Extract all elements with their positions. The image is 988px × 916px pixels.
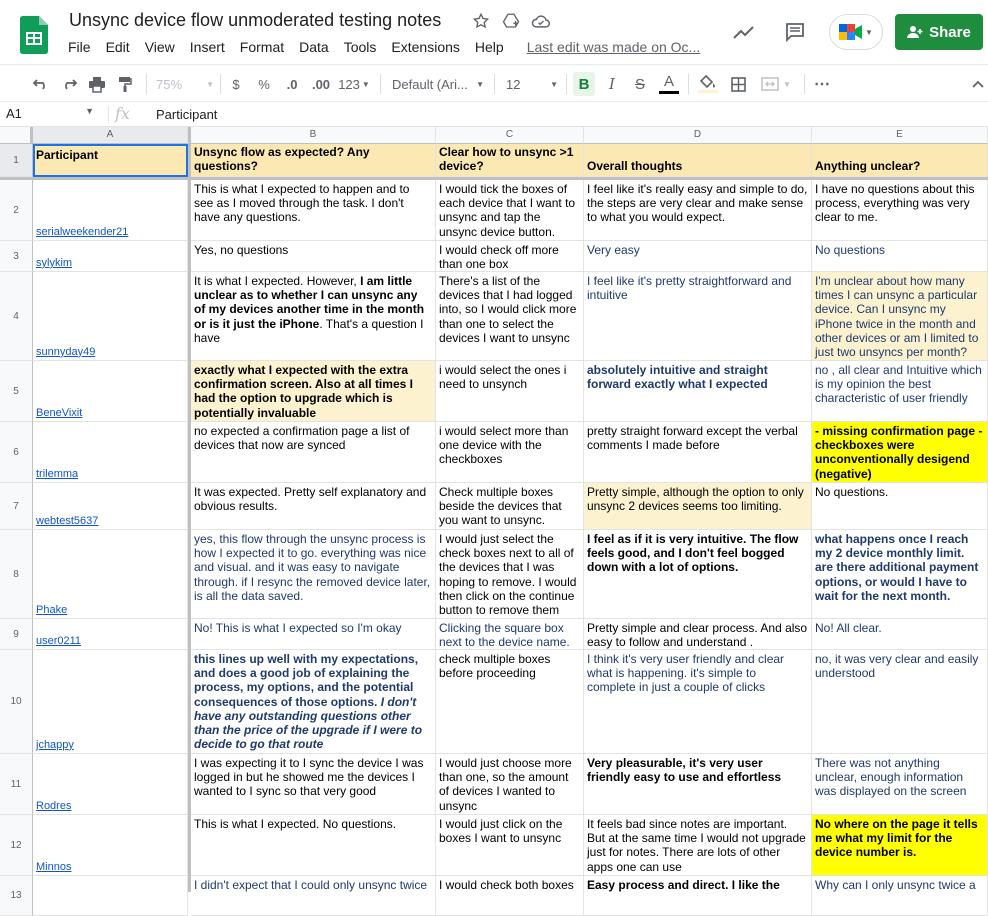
table-cell[interactable]: no expected a confirmation page a list of devices that now are synced: [191, 422, 436, 483]
table-cell[interactable]: I think it's very user friendly and clear what is happening. it's simple to complete in just a couple of clicks: [584, 650, 812, 754]
text-color-label: A: [663, 72, 674, 90]
row-header[interactable]: 3: [0, 241, 33, 272]
toolbar-divider: [688, 74, 689, 94]
strikethrough-button[interactable]: S: [634, 75, 645, 93]
participant-cell[interactable]: [33, 876, 188, 916]
participant-link[interactable]: Minnos: [36, 860, 72, 873]
participant-link[interactable]: sylykim: [36, 256, 73, 269]
spreadsheet-grid: [0, 127, 988, 901]
trend-icon[interactable]: [724, 12, 764, 52]
sheets-logo-icon[interactable]: [20, 16, 48, 54]
italic-button[interactable]: I: [609, 75, 615, 93]
row-header[interactable]: 5: [0, 361, 33, 422]
menu-help[interactable]: Help: [474, 39, 504, 55]
participant-cell[interactable]: [33, 530, 188, 619]
menu-bar: [68, 38, 714, 55]
row-header[interactable]: 1: [0, 144, 33, 177]
cell-text-bold: I am little unclear as to whether I can unsync any of my devices another time in the month or is it just the iPhone: [194, 274, 425, 331]
table-cell[interactable]: Why can I only unsync twice a: [812, 876, 988, 916]
font-select[interactable]: [392, 72, 484, 96]
table-cell[interactable]: This is what I expected. No questions.: [191, 815, 436, 876]
header-cell-participant[interactable]: Participant: [33, 144, 188, 177]
document-title[interactable]: Unsync device flow unmoderated testing notes: [69, 10, 442, 30]
borders-icon[interactable]: [728, 72, 748, 96]
participant-cell[interactable]: [33, 422, 188, 483]
table-cell[interactable]: No questions.: [812, 483, 988, 530]
row-header[interactable]: 8: [0, 530, 33, 619]
percent-format-button[interactable]: %: [258, 76, 270, 92]
chevron-down-icon: ▼: [206, 79, 214, 89]
participant-link[interactable]: Phake: [36, 603, 68, 616]
menu-file[interactable]: File: [68, 39, 91, 55]
person-add-icon: [907, 26, 923, 38]
table-cell[interactable]: I feel like it's pretty straightforward and intuitive: [584, 272, 812, 361]
function-icon: fx: [115, 104, 130, 123]
frozen-row-divider[interactable]: [0, 177, 988, 180]
table-cell[interactable]: This is what I expected to happen and to see as I moved through the task. I don't have any questions.: [191, 180, 436, 241]
font-size-select[interactable]: [506, 72, 558, 96]
participant-link[interactable]: BeneVixit: [36, 406, 83, 419]
table-cell[interactable]: I would check both boxes: [436, 876, 584, 916]
chevron-down-icon: ▼: [476, 79, 484, 89]
frozen-column-divider[interactable]: [188, 127, 191, 892]
zoom-value: 75%: [156, 76, 183, 92]
table-cell[interactable]: absolutely intuitive and straight forward exactly what I expected: [584, 361, 812, 422]
table-cell[interactable]: check multiple boxes before proceeding: [436, 650, 584, 754]
toolbar: [0, 64, 988, 102]
text-color-swatch: [659, 91, 679, 94]
table-cell[interactable]: Clicking the square box next to the device name.: [436, 619, 584, 650]
move-to-drive-icon[interactable]: [500, 10, 522, 32]
row-header[interactable]: 10: [0, 650, 33, 754]
participant-cell[interactable]: [33, 241, 188, 272]
toolbar-divider: [494, 74, 495, 94]
participant-cell[interactable]: [33, 619, 188, 650]
bold-button[interactable]: B: [573, 72, 595, 96]
table-cell[interactable]: pretty straight forward except the verbal comments I made before: [584, 422, 812, 483]
menu-tools[interactable]: Tools: [343, 39, 377, 55]
meet-button[interactable]: [829, 14, 883, 50]
toolbar-divider: [220, 74, 221, 94]
table-cell[interactable]: no, it was very clear and easily understood: [812, 650, 988, 754]
table-cell[interactable]: I feel like it's really easy and simple to do, the steps are very clear and make sense to what you would expect.: [584, 180, 812, 241]
header-cell-anything-unclear[interactable]: Anything unclear?: [812, 144, 988, 177]
participant-cell[interactable]: [33, 754, 188, 815]
header-cell-clear-unsync[interactable]: Clear how to unsync >1 device?: [436, 144, 584, 177]
paint-bucket-icon: [700, 75, 716, 89]
table-cell[interactable]: It was expected. Pretty self explanatory and obvious results.: [191, 483, 436, 530]
header-cell-overall-thoughts[interactable]: Overall thoughts: [584, 144, 812, 177]
redo-icon[interactable]: [59, 72, 79, 96]
table-cell[interactable]: I would just select the check boxes next to all of the devices that I was hoping to remove. I would then click on the continue button to remove them: [436, 530, 584, 619]
more-formats-select[interactable]: [338, 72, 370, 96]
fill-color-button[interactable]: [696, 72, 720, 96]
column-header-a[interactable]: A: [33, 127, 188, 144]
merge-cells-button[interactable]: [756, 72, 796, 96]
table-cell[interactable]: There was not anything unclear, enough information was displayed on the screen: [812, 754, 988, 815]
table-cell[interactable]: I feel as if it is very intuitive. The flow feels good, and I don't feel bogged down with a lot of options.: [584, 530, 812, 619]
column-header-e[interactable]: E: [812, 127, 988, 144]
text-color-button[interactable]: [658, 72, 680, 96]
more-options-button[interactable]: ⋯: [814, 76, 830, 93]
row-header[interactable]: 2: [0, 180, 33, 241]
last-edit-link[interactable]: Last edit was made on Oc...: [526, 39, 701, 55]
column-header-d[interactable]: D: [584, 127, 812, 144]
menu-edit[interactable]: Edit: [105, 39, 130, 55]
chevron-down-icon: ▼: [783, 79, 791, 89]
table-cell[interactable]: I was expecting it to I sync the device I was logged in but he showed me the devices I wanted to I sync so that very good: [191, 754, 436, 815]
table-cell[interactable]: No questions: [812, 241, 988, 272]
toolbar-divider: [380, 74, 381, 94]
cell-text-italic: I don't have any outstanding questions other than the price of the upgrade if I were to decide to go that route: [194, 694, 423, 752]
table-cell[interactable]: yes, this flow through the unsync process is how I expected it to go. everything was nice and visual. and it was easy to navigate through. if I resync the removed device later, is all the data saved.: [191, 530, 436, 619]
table-cell[interactable]: Easy process and direct. I like the: [584, 876, 812, 916]
table-cell[interactable]: Pretty simple and clear process. And also easy to follow and understand .: [584, 619, 812, 650]
divider: [108, 106, 109, 123]
fill-color-swatch: [698, 90, 718, 93]
share-label: Share: [929, 23, 971, 41]
cell-text: It is what I expected. However,: [194, 274, 361, 288]
participant-cell[interactable]: [33, 815, 188, 876]
row-header[interactable]: 6: [0, 422, 33, 483]
table-cell[interactable]: I would tick the boxes of each device that I want to unsync and tap the unsync device button.: [436, 180, 584, 241]
cloud-saved-icon[interactable]: [530, 10, 552, 32]
print-icon[interactable]: [87, 72, 107, 96]
menu-data[interactable]: Data: [299, 39, 329, 55]
table-cell[interactable]: No where on the page it tells me what my limit for the device number is.: [812, 815, 988, 876]
menu-format[interactable]: Format: [239, 39, 285, 55]
name-box[interactable]: [6, 106, 98, 121]
table-cell[interactable]: i would select more than one device with the checkboxes: [436, 422, 584, 483]
formula-bar: [0, 102, 988, 127]
table-cell[interactable]: Check multiple boxes beside the devices that you want to unsync.: [436, 483, 584, 530]
toolbar-divider: [146, 74, 147, 94]
participant-cell[interactable]: [33, 361, 188, 422]
row-header[interactable]: 4: [0, 272, 33, 361]
chevron-down-icon: ▼: [361, 79, 370, 89]
chevron-down-icon: ▼: [865, 27, 873, 37]
cell-text: this lines up well with my expectations, and does a good job of explaining the process, my options, and the potential consequences of those options.: [194, 652, 419, 709]
menu-view[interactable]: View: [144, 39, 175, 55]
merge-cells-icon: [761, 77, 779, 91]
currency-format-button[interactable]: $: [232, 76, 240, 92]
column-header-b[interactable]: B: [191, 127, 436, 144]
table-cell[interactable]: I have no questions about this process, everything was very clear to me.: [812, 180, 988, 241]
table-cell[interactable]: I would check off more than one box: [436, 241, 584, 272]
participant-cell[interactable]: [33, 180, 188, 241]
undo-icon[interactable]: [31, 72, 51, 96]
header-cell-flow-expected[interactable]: Unsync flow as expected? Any questions?: [191, 144, 436, 177]
column-header-c[interactable]: C: [436, 127, 584, 144]
comment-icon[interactable]: [775, 12, 815, 52]
participant-link[interactable]: user0211: [36, 634, 82, 647]
select-all-corner[interactable]: [0, 127, 33, 144]
zoom-select[interactable]: [156, 72, 214, 96]
row-header[interactable]: 11: [0, 754, 33, 815]
table-cell[interactable]: Yes, no questions: [191, 241, 436, 272]
table-cell[interactable]: I didn't expect that I could only unsync twice: [191, 876, 436, 916]
row-header[interactable]: 9: [0, 619, 33, 650]
participant-link[interactable]: serialweekender21: [36, 225, 129, 238]
toolbar-divider: [566, 74, 567, 94]
table-cell[interactable]: No! All clear.: [812, 619, 988, 650]
table-cell[interactable]: Very pleasurable, it's very user friendly easy to use and effortless: [584, 754, 812, 815]
table-cell[interactable]: no , all clear and Intuitive which is my opinion the best characteristic of user friendly: [812, 361, 988, 422]
font-size-value: 12: [506, 76, 521, 92]
table-cell[interactable]: i would select the ones i need to unsynch: [436, 361, 584, 422]
participant-link[interactable]: jchappy: [36, 738, 74, 751]
table-cell[interactable]: exactly what I expected with the extra confirmation screen. Also at all times I had the option to upgrade which is potentially invaluable: [191, 361, 436, 422]
menu-insert[interactable]: Insert: [189, 39, 225, 55]
participant-link[interactable]: Rodres: [36, 799, 72, 812]
title-bar: [0, 0, 988, 64]
star-icon[interactable]: [470, 10, 492, 32]
table-cell[interactable]: - missing confirmation page - checkboxes were unconventionally desigend (negative): [812, 422, 988, 483]
table-cell[interactable]: I'm unclear about how many times I can unsync a particular device. Can I unsync my iPhone twice in the month and other devices or am I limited to just two unsyncs per month?: [812, 272, 988, 361]
cell-reference: A1: [6, 106, 22, 121]
table-cell[interactable]: Very easy: [584, 241, 812, 272]
toolbar-divider: [804, 74, 805, 94]
menu-extensions[interactable]: Extensions: [391, 39, 460, 55]
participant-link[interactable]: webtest5637: [36, 514, 99, 527]
font-value: Default (Ari...: [392, 76, 468, 92]
formula-input[interactable]: Participant: [156, 107, 218, 122]
more-formats-label: 123: [338, 76, 360, 92]
share-button[interactable]: [895, 14, 983, 50]
meet-icon: [839, 23, 863, 41]
cell-text: . That's a question I have: [194, 316, 424, 345]
participant-cell[interactable]: [33, 483, 188, 530]
table-cell[interactable]: I would just click on the boxes I want to unsync: [436, 815, 584, 876]
table-cell[interactable]: [191, 272, 436, 361]
chevron-down-icon: ▼: [85, 106, 94, 116]
participant-link[interactable]: trilemma: [36, 467, 79, 480]
row-header[interactable]: 12: [0, 815, 33, 876]
table-cell[interactable]: There's a list of the devices that I had logged into, so I would click more than one to select the devices I want to unsync: [436, 272, 584, 361]
table-cell[interactable]: [191, 650, 436, 754]
table-cell[interactable]: I would just choose more than one, so the amount of devices I wanted to unsync: [436, 754, 584, 815]
table-cell[interactable]: what happens once I reach my 2 device monthly limit. are there additional payment options, or would I have to wait for the next month.: [812, 530, 988, 619]
row-header[interactable]: 7: [0, 483, 33, 530]
table-cell[interactable]: No! This is what I expected so I'm okay: [191, 619, 436, 650]
table-cell[interactable]: It feels bad since notes are important. But at the same time I would not upgrade just for notes. There are lots of other apps one can use: [584, 815, 812, 876]
participant-cell[interactable]: [33, 650, 188, 754]
chevron-down-icon: ▼: [550, 79, 558, 89]
participant-link[interactable]: sunnyday49: [36, 345, 96, 358]
table-cell[interactable]: Pretty simple, although the option to only unsync 2 devices seems too limiting.: [584, 483, 812, 530]
decrease-decimal-button[interactable]: .0: [286, 76, 298, 92]
participant-cell[interactable]: [33, 272, 188, 361]
collapse-toolbar-icon[interactable]: [970, 72, 986, 96]
increase-decimal-button[interactable]: .00: [311, 76, 331, 92]
paint-format-icon[interactable]: [115, 72, 135, 96]
row-header[interactable]: 13: [0, 876, 33, 916]
